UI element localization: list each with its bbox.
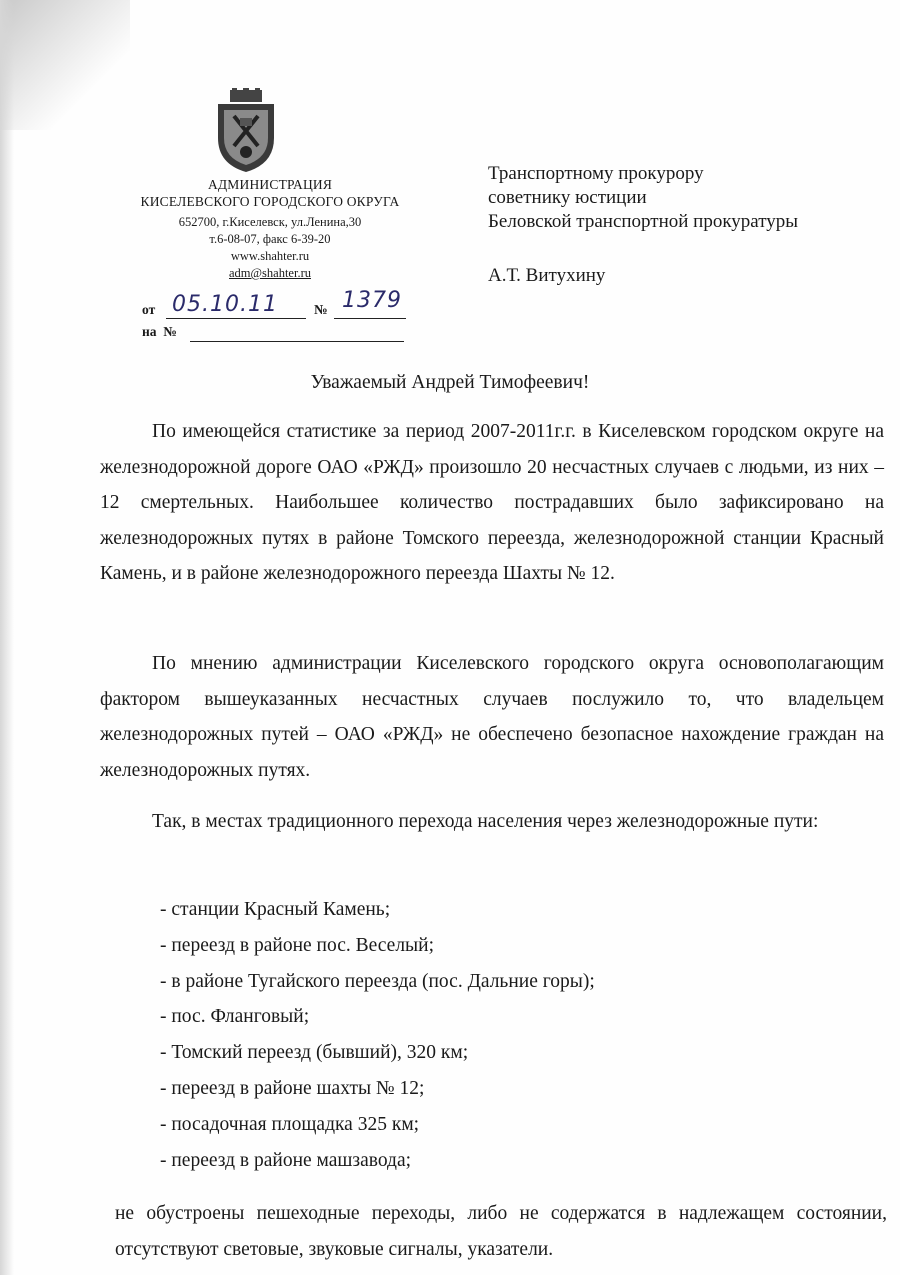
list-item: - в районе Тугайского переезда (пос. Дальние горы); — [160, 970, 595, 992]
organization-name — [100, 176, 440, 210]
on-number-label: № — [163, 324, 177, 339]
paragraph-2: По мнению администрации Киселевского городского округа основополагающим фактором вышеуказанных несчастных случаев послужило то, что владельцем железнодорожных путей – ОАО «РЖД» не обеспечено безопасное нахождение граждан на железнодорожных путях. — [100, 653, 884, 781]
reference-from-row — [142, 302, 155, 318]
org-website: www.shahter.ru — [230, 249, 310, 263]
addressee-name: А.Т. Витухину — [488, 265, 606, 286]
closing-paragraph: не обустроены пешеходные переходы, либо не содержатся в надлежащем состоянии, отсутствуют световые, звуковые сигналы, указатели. — [115, 1203, 887, 1260]
coat-of-arms-icon — [214, 88, 278, 174]
list-item: - переезд в районе шахты № 12; — [160, 1077, 425, 1099]
list-item: - переезд в районе машзавода; — [160, 1149, 412, 1171]
list-item: - переезд в районе пос. Веселый; — [160, 934, 434, 956]
on-label: на — [142, 324, 157, 339]
list-item: - посадочная площадка 325 км; — [160, 1113, 420, 1135]
addressee-line-2: советнику юстиции — [488, 187, 647, 208]
org-address: 652700, г.Киселевск, ул.Ленина,30 — [178, 215, 362, 229]
org-phones: т.6-08-07, факс 6-39-20 — [209, 232, 331, 246]
on-number-underline — [190, 341, 404, 342]
addressee-line-1: Транспортному прокурору — [488, 163, 704, 184]
org-line-2: КИСЕЛЕВСКОГО ГОРОДСКОГО ОКРУГА — [140, 194, 400, 209]
org-email: adm@shahter.ru — [229, 266, 311, 280]
number-label: № — [314, 302, 328, 317]
organization-contacts — [120, 214, 420, 282]
org-line-1: АДМИНИСТРАЦИЯ — [207, 177, 333, 192]
reference-on-row — [142, 324, 177, 340]
scan-corner-shadow — [0, 0, 130, 130]
from-label: от — [142, 302, 156, 317]
list-item: - станции Красный Камень; — [160, 899, 391, 920]
handwritten-number: 1379 — [342, 288, 402, 313]
list-item: - пос. Фланговый; — [160, 1006, 310, 1028]
number-underline — [334, 318, 406, 319]
crossing-list — [160, 892, 595, 1178]
paragraph-3: Так, в местах традиционного перехода населения через железнодорожные пути: — [152, 811, 819, 832]
date-underline — [166, 318, 306, 319]
greeting: Уважаемый Андрей Тимофеевич! — [310, 372, 590, 393]
list-item: - Томский переезд (бывший), 320 км; — [160, 1042, 469, 1064]
handwritten-date: 05.10.11 — [172, 292, 278, 317]
addressee-block — [488, 162, 888, 288]
addressee-line-3: Беловской транспортной прокуратуры — [488, 211, 799, 232]
paragraph-1: По имеющейся статистике за период 2007-2011г.г. в Киселевском городском округе на железнодорожной дороге ОАО «РЖД» произошло 20 несчастных случаев с людьми, из них – 12 смертельных. Наибольшее количество пострадавших было зафиксировано на железнодорожных путях в районе Томского переезда, железнодорожной станции Красный Камень, и в районе железнодорожного переезда Шахты № 12. — [100, 421, 884, 584]
scan-edge-shadow — [0, 0, 14, 1275]
